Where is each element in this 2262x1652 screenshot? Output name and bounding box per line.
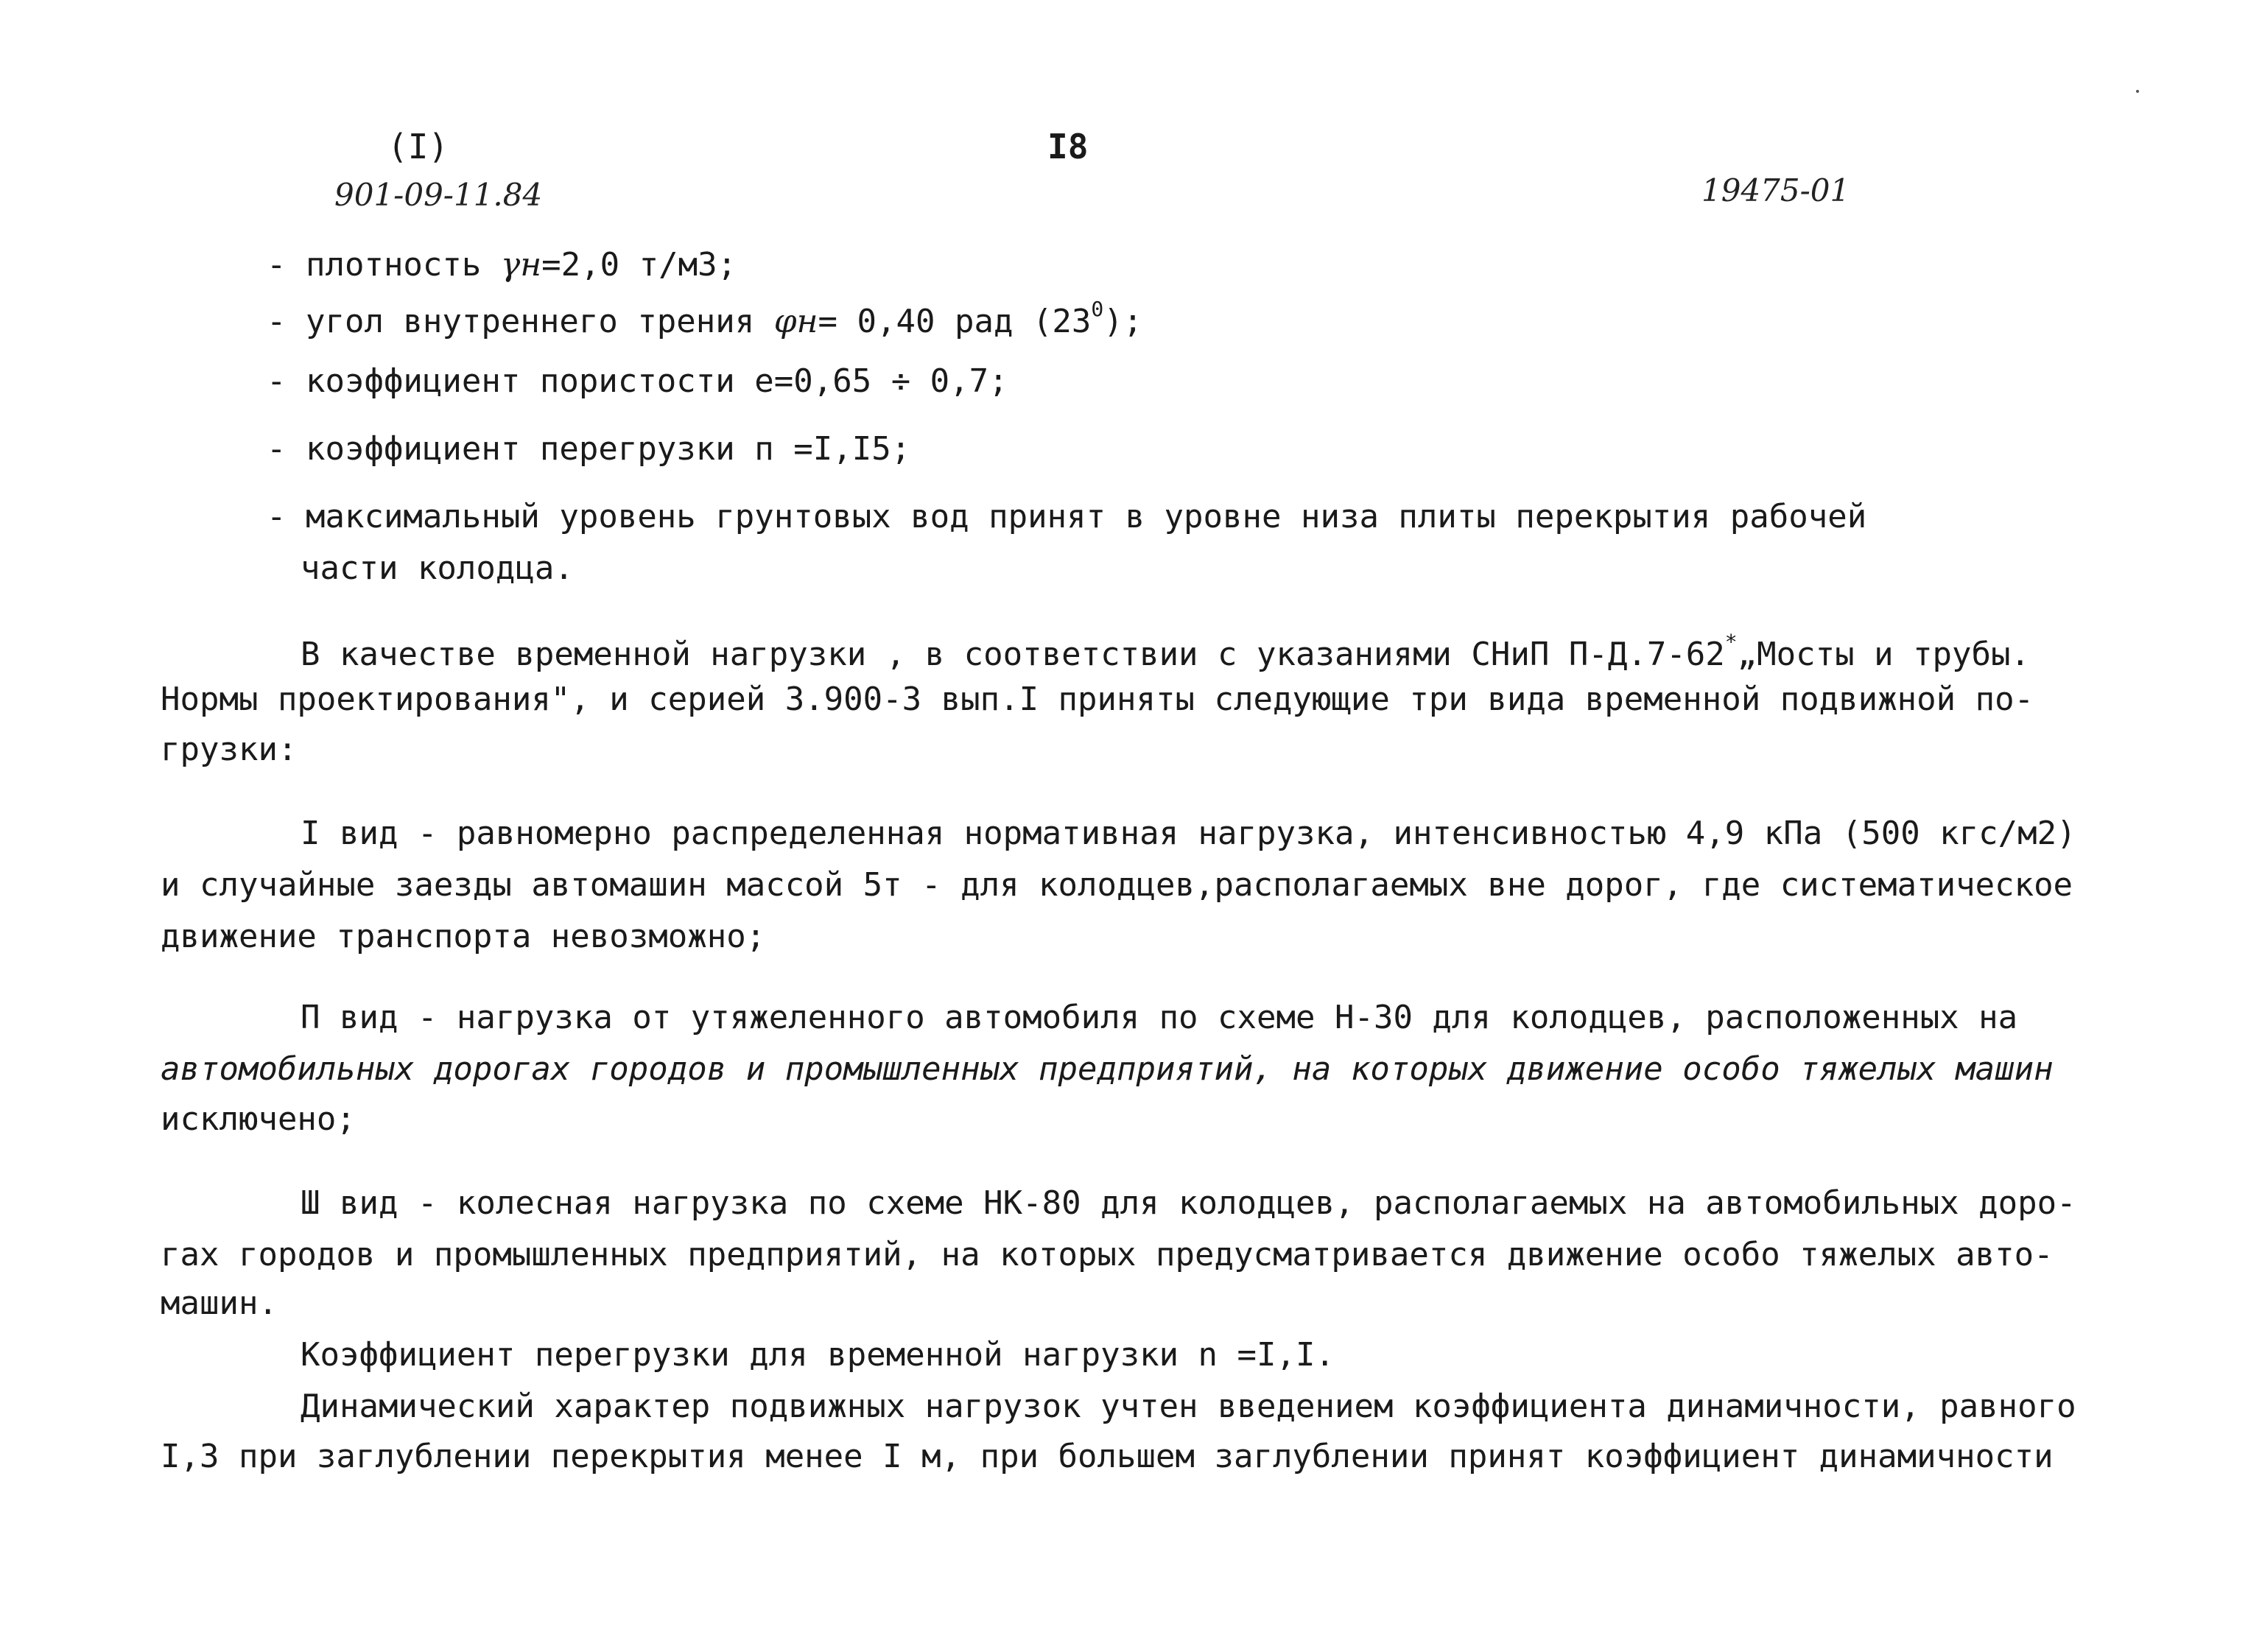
para-temp-load-line3: грузки:	[161, 731, 298, 768]
list-item-groundwater-cont: части колодца.	[301, 549, 574, 587]
para-type2-line1: П вид - нагрузка от утяжеленного автомобиля по схеме Н-30 для колодцев, расположенных на	[301, 999, 2018, 1036]
scan-speck	[2136, 90, 2139, 93]
para-overload: Коэффициент перегрузки для временной нагрузки n =I,I.	[301, 1336, 1335, 1374]
para-type3-line3: машин.	[161, 1284, 278, 1322]
para-dynamic-line2: I,3 при заглублении перекрытия менее I м, при большем заглублении принят коэффициент динамичности	[161, 1438, 2054, 1475]
page-number: I8	[1047, 127, 1089, 166]
para-dynamic-line1: Динамический характер подвижных нагрузок учтен введением коэффициента динамичности, равного	[301, 1388, 2076, 1425]
gamma-symbol: γн	[500, 246, 542, 284]
para-type2-line2: автомобильных дорогах городов и промышленных предприятий, на которых движение особо тяжелых машин	[161, 1050, 2054, 1088]
document-code: 901-09-11.84	[334, 177, 543, 213]
para-type1-line2: и случайные заезды автомашин массой 5т - для колодцев,располагаемых вне дорог, где систематическое	[161, 866, 2073, 904]
para-type1-line1: I вид - равномерно распределенная нормативная нагрузка, интенсивностью 4,9 кПа (500 кгс/м2)	[301, 815, 2076, 852]
inventory-number: 19475-01	[1701, 172, 1850, 208]
para-type2-line3: исключено;	[161, 1100, 356, 1138]
para-temp-load-line2: Нормы проектирования", и серией 3.900-3 вып.I приняты следующие три вида временной подвижной по-	[161, 681, 2034, 718]
para-type3-line1: Ш вид - колесная нагрузка по схеме НК-80 для колодцев, располагаемых на автомобильных доро-	[301, 1184, 2076, 1222]
list-item-density: - плотность γн=2,0 т/м3;	[267, 246, 737, 284]
sheet-mark: (I)	[387, 127, 449, 166]
list-item-porosity: - коэффициент пористости e=0,65 ÷ 0,7;	[267, 362, 1008, 400]
para-type1-line3: движение транспорта невозможно;	[161, 918, 766, 955]
list-item-groundwater: - максимальный уровень грунтовых вод принят в уровне низа плиты перекрытия рабочей	[267, 498, 1867, 535]
para-type3-line2: гах городов и промышленных предприятий, на которых предусматривается движение особо тяжелых авто-	[161, 1236, 2054, 1273]
list-item-friction-angle: - угол внутреннего трения φн= 0,40 рад $(23^0)$;	[267, 297, 1143, 340]
list-item-overload: - коэффициент перегрузки п =I,I5;	[267, 430, 911, 468]
para-temp-load-line1: В качестве временной нагрузки , в соответствии с указаниями СНиП П-Д.7-62*„Мосты и трубы.	[301, 630, 2031, 673]
phi-symbol: φн	[773, 303, 818, 340]
